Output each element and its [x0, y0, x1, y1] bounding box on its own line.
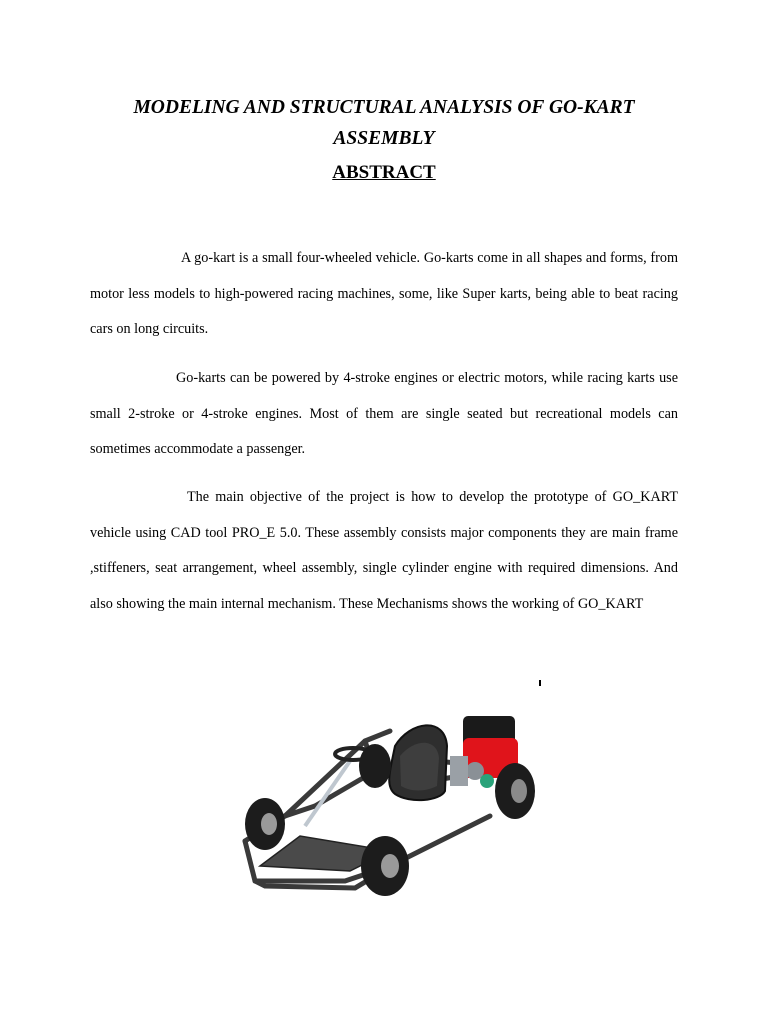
abstract-heading: ABSTRACT — [332, 162, 436, 183]
abstract-paragraph-2: Go-karts can be powered by 4-stroke engines or electric motors, while racing karts use small 2-stroke or 4-stroke engines. Most of them are single seated but recreational models can sometimes accommodate a passenger. — [90, 370, 678, 458]
abstract-paragraph-3: The main objective of the project is how to develop the prototype of GO_KART vehicle using CAD tool PRO_E 5.0. These assembly consists major components they are main frame ,stiffeners, seat arrangement, wheel assembly, single cylinder engine with required dimensions. And also showing the main internal mechanism. These Mechanisms shows the working of GO_KART — [90, 489, 678, 612]
go-kart-illustration-icon — [225, 676, 545, 922]
go-kart-figure — [225, 676, 545, 922]
abstract-paragraph-1: A go-kart is a small four-wheeled vehicle. Go-karts come in all shapes and forms, from motor less models to high-powered racing machines, some, like Super karts, being able to beat racing cars on long circuits. — [90, 250, 678, 338]
document-title: MODELING AND STRUCTURAL ANALYSIS OF GO-KART ASSEMBLY — [133, 97, 635, 149]
